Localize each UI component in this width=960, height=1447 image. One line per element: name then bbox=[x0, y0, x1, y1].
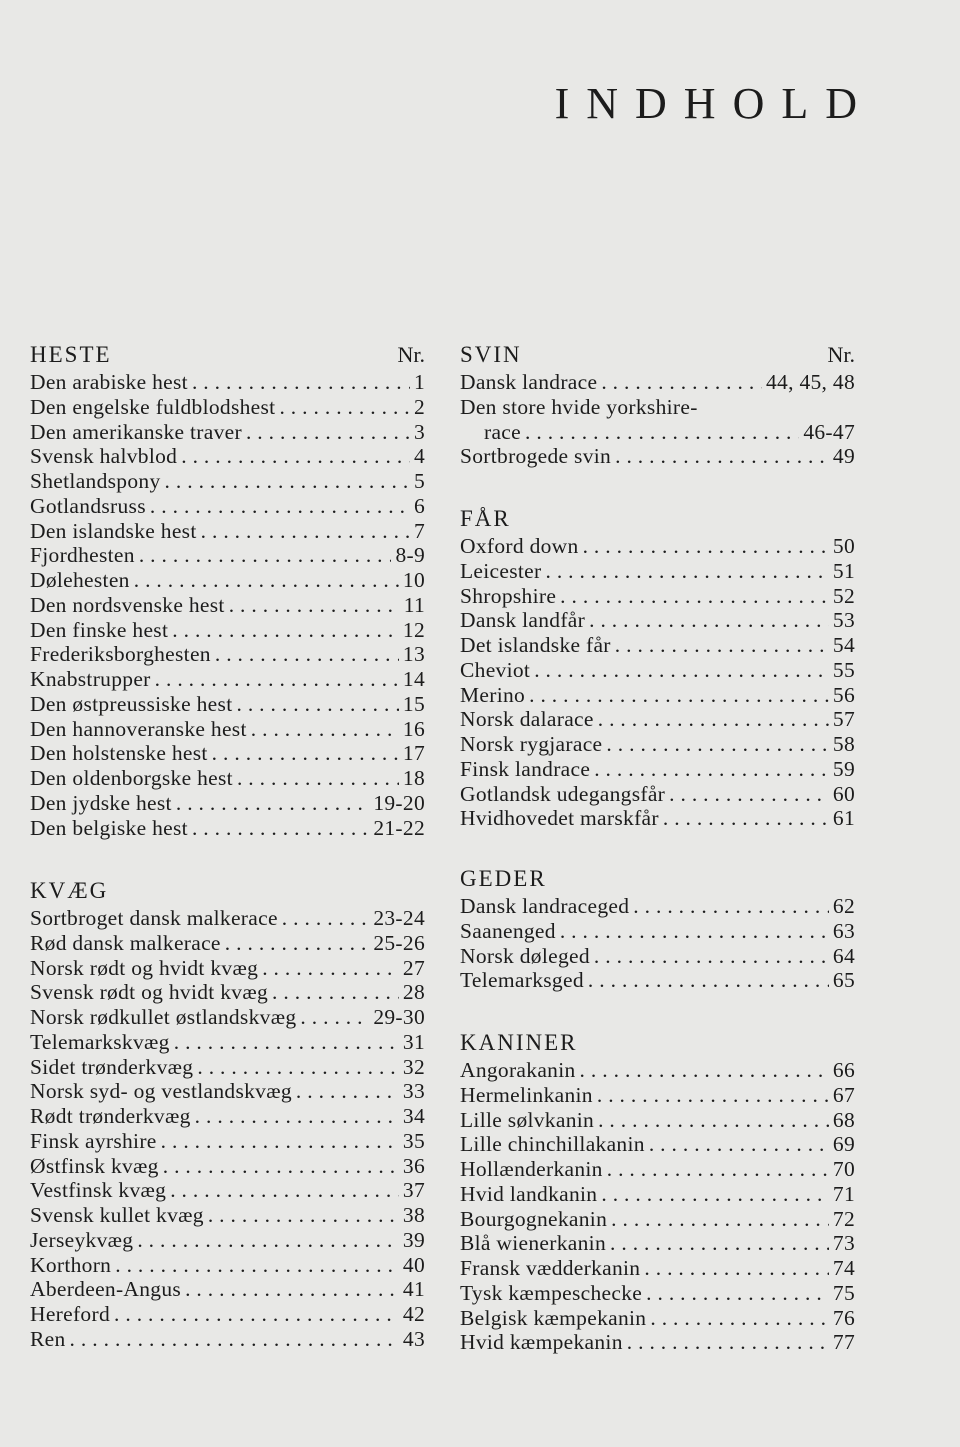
entry-number: 72 bbox=[832, 1206, 855, 1231]
entry-name: Finsk landrace bbox=[460, 756, 591, 781]
toc-entry[interactable] bbox=[460, 1330, 855, 1355]
dot-leader bbox=[212, 741, 399, 766]
dot-leader bbox=[611, 1207, 829, 1232]
toc-entry[interactable] bbox=[460, 1182, 855, 1207]
dot-leader bbox=[155, 667, 399, 692]
toc-entry[interactable] bbox=[460, 1083, 855, 1108]
entry-name: Den arabiske hest bbox=[30, 370, 188, 394]
dot-leader bbox=[607, 1157, 829, 1182]
toc-entry[interactable] bbox=[460, 444, 855, 469]
toc-entry[interactable] bbox=[460, 1207, 855, 1232]
dot-leader bbox=[262, 956, 399, 981]
entry-name: Den jydske hest bbox=[30, 790, 172, 815]
entry-number: 2 bbox=[413, 394, 425, 419]
toc-entry[interactable] bbox=[30, 766, 425, 791]
entry-number: 16 bbox=[402, 716, 425, 741]
entry-number: 69 bbox=[832, 1132, 855, 1157]
entry-number: 66 bbox=[832, 1058, 855, 1082]
toc-entry[interactable] bbox=[30, 395, 425, 420]
toc-entry[interactable] bbox=[460, 608, 855, 633]
entry-name: Norsk dalarace bbox=[460, 707, 594, 732]
entry-name: Den nordsvenske hest bbox=[30, 592, 225, 617]
entry-number: 4 bbox=[413, 444, 425, 469]
dot-leader bbox=[594, 757, 829, 782]
entry-number: 61 bbox=[832, 806, 855, 831]
dot-leader bbox=[115, 1253, 399, 1278]
toc-entry[interactable] bbox=[30, 469, 425, 494]
entry-name: Den oldenborgske hest bbox=[30, 766, 233, 790]
entry-name: Ren bbox=[30, 1326, 66, 1351]
dot-leader bbox=[588, 968, 829, 993]
entry-name: Svensk rødt og hvidt kvæg bbox=[30, 980, 269, 1005]
section-heading bbox=[30, 340, 425, 370]
toc-entry[interactable] bbox=[30, 906, 425, 931]
entry-number: 34 bbox=[402, 1104, 425, 1128]
entry-name: Belgisk kæmpekanin bbox=[460, 1305, 647, 1330]
dot-leader bbox=[644, 1256, 829, 1281]
section-title: GEDER bbox=[460, 866, 547, 891]
entry-number: 41 bbox=[402, 1277, 425, 1302]
dot-leader bbox=[598, 707, 829, 732]
entry-number: 59 bbox=[832, 756, 855, 781]
toc-entry[interactable] bbox=[30, 618, 425, 643]
nr-label: Nr. bbox=[827, 342, 855, 367]
entry-name: Oxford down bbox=[460, 534, 579, 558]
entry-number: 62 bbox=[832, 894, 855, 918]
entry-number: 6 bbox=[413, 493, 425, 518]
entry-number: 67 bbox=[832, 1082, 855, 1107]
entry-number: 10 bbox=[402, 568, 425, 592]
entry-name: Dølehesten bbox=[30, 568, 130, 592]
toc-entry[interactable] bbox=[30, 1079, 425, 1104]
entry-number: 13 bbox=[402, 642, 425, 667]
toc-entry[interactable] bbox=[30, 980, 425, 1005]
entry-number: 71 bbox=[832, 1181, 855, 1206]
dot-leader bbox=[225, 931, 370, 956]
dot-leader bbox=[560, 584, 829, 609]
entry-number: 68 bbox=[832, 1107, 855, 1132]
dot-leader bbox=[560, 919, 829, 944]
section-title: KVÆG bbox=[30, 878, 109, 903]
entry-number: 57 bbox=[832, 707, 855, 732]
dot-leader bbox=[150, 494, 410, 519]
entry-name: Dansk landrace bbox=[460, 370, 598, 394]
entry-name: Det islandske får bbox=[460, 633, 611, 657]
dot-leader bbox=[646, 1281, 829, 1306]
dot-leader bbox=[606, 732, 828, 757]
toc-entry[interactable] bbox=[30, 791, 425, 816]
entry-name: Norsk døleged bbox=[460, 943, 590, 968]
entry-name: Norsk rødkullet østlandskvæg bbox=[30, 1005, 297, 1029]
toc-entry[interactable] bbox=[460, 370, 855, 395]
toc-entry[interactable] bbox=[460, 1132, 855, 1157]
entry-number: 33 bbox=[402, 1079, 425, 1104]
dot-leader bbox=[251, 717, 399, 742]
dot-leader bbox=[176, 791, 369, 816]
entry-number: 25-26 bbox=[373, 930, 425, 955]
toc-entry[interactable] bbox=[30, 642, 425, 667]
toc-entry[interactable] bbox=[30, 931, 425, 956]
toc-entry[interactable] bbox=[460, 1306, 855, 1331]
entry-number: 52 bbox=[832, 583, 855, 608]
dot-leader bbox=[649, 1132, 829, 1157]
section-faar bbox=[460, 504, 855, 831]
dot-leader bbox=[237, 766, 399, 791]
entry-name: Vestfinsk kvæg bbox=[30, 1178, 167, 1203]
entry-number: 40 bbox=[402, 1252, 425, 1277]
toc-entry[interactable] bbox=[460, 584, 855, 609]
entry-name: Bourgognekanin bbox=[460, 1206, 608, 1231]
entry-number: 14 bbox=[402, 667, 425, 691]
entry-number: 3 bbox=[413, 419, 425, 444]
section-heading bbox=[460, 340, 855, 370]
entry-name: Merino bbox=[460, 682, 526, 707]
entry-number: 42 bbox=[402, 1302, 425, 1326]
section-heste bbox=[30, 340, 425, 840]
entry-name: Østfinsk kvæg bbox=[30, 1153, 159, 1178]
entry-name: Den finske hest bbox=[30, 617, 169, 642]
section-kvaeg bbox=[30, 876, 425, 1352]
toc-entry[interactable] bbox=[460, 658, 855, 683]
entry-name: Cheviot bbox=[460, 657, 531, 682]
section-title: SVIN bbox=[460, 342, 522, 367]
entry-number: 11 bbox=[403, 592, 425, 617]
toc-entry[interactable] bbox=[460, 968, 855, 993]
entry-name: Dansk landraceged bbox=[460, 894, 630, 918]
toc-entry[interactable] bbox=[30, 1178, 425, 1203]
dot-leader bbox=[70, 1327, 399, 1352]
dot-leader bbox=[185, 1277, 399, 1302]
toc-entry[interactable] bbox=[460, 1231, 855, 1256]
entry-name: Blå wienerkanin bbox=[460, 1231, 606, 1256]
section-geder bbox=[460, 864, 855, 993]
entry-number: 63 bbox=[832, 918, 855, 943]
toc-entry[interactable] bbox=[460, 1108, 855, 1133]
dot-leader bbox=[170, 1178, 399, 1203]
dot-leader bbox=[583, 534, 829, 559]
entry-name: Leicester bbox=[460, 558, 542, 583]
toc-entry[interactable] bbox=[30, 1327, 425, 1352]
entry-number: 31 bbox=[402, 1029, 425, 1054]
entry-number: 51 bbox=[832, 558, 855, 583]
entry-number: 21-22 bbox=[373, 815, 425, 840]
entry-number: 75 bbox=[832, 1280, 855, 1305]
toc-entry[interactable] bbox=[460, 732, 855, 757]
dot-leader bbox=[246, 420, 410, 445]
dot-leader bbox=[601, 370, 762, 395]
entry-number: 15 bbox=[402, 691, 425, 716]
entry-number: 64 bbox=[832, 943, 855, 968]
dot-leader bbox=[282, 906, 370, 931]
entry-name: Rødt trønderkvæg bbox=[30, 1104, 191, 1128]
section-kaniner bbox=[460, 1028, 855, 1355]
entry-name: Norsk syd- og vestlandskvæg bbox=[30, 1079, 292, 1104]
entry-number: 54 bbox=[832, 633, 855, 657]
toc-entry[interactable] bbox=[30, 956, 425, 981]
entry-name: Hvidhovedet marskfår bbox=[460, 806, 659, 831]
entry-name: Den hannoveranske hest bbox=[30, 716, 247, 741]
toc-entry[interactable] bbox=[30, 420, 425, 445]
entry-name: Hereford bbox=[30, 1302, 110, 1326]
entry-name: Frederiksborghesten bbox=[30, 642, 211, 667]
entry-name: Den østpreussiske hest bbox=[30, 691, 233, 716]
toc-entry[interactable] bbox=[30, 1030, 425, 1055]
dot-leader bbox=[192, 370, 410, 395]
dot-leader bbox=[174, 1030, 399, 1055]
dot-leader bbox=[597, 1083, 829, 1108]
dot-leader bbox=[580, 1058, 829, 1083]
dot-leader bbox=[165, 469, 410, 494]
entry-name: Finsk ayrshire bbox=[30, 1128, 157, 1153]
entry-number: 55 bbox=[832, 657, 855, 682]
dot-leader bbox=[114, 1302, 399, 1327]
entry-name: Knabstrupper bbox=[30, 667, 151, 691]
dot-leader bbox=[601, 1182, 829, 1207]
dot-leader bbox=[172, 618, 399, 643]
entry-number: 60 bbox=[832, 781, 855, 806]
entry-number: 76 bbox=[832, 1305, 855, 1330]
entry-name: Den store hvide yorkshire- bbox=[460, 394, 698, 419]
dot-leader bbox=[545, 559, 828, 584]
section-title: HESTE bbox=[30, 342, 112, 367]
entry-name: Angorakanin bbox=[460, 1058, 576, 1082]
entry-number: 27 bbox=[402, 955, 425, 980]
toc-entry[interactable] bbox=[460, 559, 855, 584]
section-heading bbox=[460, 504, 855, 534]
toc-entry[interactable] bbox=[460, 894, 855, 919]
toc-entry[interactable] bbox=[460, 420, 855, 445]
dot-leader bbox=[192, 816, 369, 841]
toc-entry[interactable] bbox=[30, 741, 425, 766]
toc-entry[interactable] bbox=[460, 782, 855, 807]
toc-entry[interactable] bbox=[460, 683, 855, 708]
entry-name: Den belgiske hest bbox=[30, 815, 188, 840]
entry-number: 12 bbox=[402, 617, 425, 642]
section-heading bbox=[460, 864, 855, 894]
toc-entry[interactable] bbox=[460, 1058, 855, 1083]
section-heading bbox=[460, 1028, 855, 1058]
entry-number: 17 bbox=[402, 741, 425, 766]
entry-number: 50 bbox=[832, 534, 855, 558]
entry-name: Den amerikanske traver bbox=[30, 419, 242, 444]
entry-number: 44, 45, 48 bbox=[766, 370, 855, 394]
toc-entry[interactable] bbox=[30, 543, 425, 568]
entry-number: 56 bbox=[832, 682, 855, 707]
entry-number: 77 bbox=[832, 1330, 855, 1355]
entry-name: Korthorn bbox=[30, 1252, 112, 1277]
dot-leader bbox=[161, 1129, 399, 1154]
entry-name: Sortbroget dansk malkerace bbox=[30, 906, 278, 930]
entry-name: Tysk kæmpeschecke bbox=[460, 1280, 643, 1305]
entry-name: race bbox=[484, 419, 521, 444]
dot-leader bbox=[236, 692, 398, 717]
toc-entry[interactable] bbox=[30, 1129, 425, 1154]
toc-entry[interactable] bbox=[30, 1277, 425, 1302]
entry-name: Hermelinkanin bbox=[460, 1082, 593, 1107]
entry-name: Telemarkskvæg bbox=[30, 1029, 170, 1054]
entry-name: Svensk kullet kvæg bbox=[30, 1203, 204, 1227]
entry-number: 46-47 bbox=[803, 419, 855, 444]
toc-entry[interactable] bbox=[460, 757, 855, 782]
entry-name: Shropshire bbox=[460, 583, 557, 608]
dot-leader bbox=[669, 782, 829, 807]
entry-number: 74 bbox=[832, 1256, 855, 1280]
toc-entry[interactable] bbox=[30, 1154, 425, 1179]
entry-name: Shetlandspony bbox=[30, 469, 161, 493]
entry-number: 8-9 bbox=[395, 543, 425, 568]
entry-name: Fransk vædderkanin bbox=[460, 1256, 641, 1280]
section-svin bbox=[460, 340, 855, 469]
entry-name: Saanenged bbox=[460, 918, 556, 943]
toc-entry[interactable] bbox=[30, 1302, 425, 1327]
dot-leader bbox=[137, 1228, 399, 1253]
entry-name: Hvid landkanin bbox=[460, 1181, 598, 1206]
toc-entry[interactable] bbox=[30, 1055, 425, 1080]
toc-entry[interactable] bbox=[460, 707, 855, 732]
dot-leader bbox=[195, 1104, 399, 1129]
section-heading bbox=[30, 876, 425, 906]
entry-name: Sidet trønderkvæg bbox=[30, 1054, 194, 1079]
entry-number: 5 bbox=[413, 469, 425, 493]
entry-number: 18 bbox=[402, 766, 425, 790]
toc-entry[interactable] bbox=[460, 1256, 855, 1281]
toc-entry[interactable] bbox=[30, 1228, 425, 1253]
dot-leader bbox=[594, 944, 829, 969]
entry-number: 53 bbox=[832, 608, 855, 633]
dot-leader bbox=[615, 633, 829, 658]
dot-leader bbox=[300, 1005, 369, 1030]
dot-leader bbox=[529, 683, 829, 708]
entry-number: 38 bbox=[402, 1203, 425, 1227]
entry-name: Dansk landfår bbox=[460, 608, 586, 633]
entry-number: 73 bbox=[832, 1231, 855, 1256]
entry-name: Telemarksged bbox=[460, 968, 584, 993]
entry-number: 49 bbox=[832, 444, 855, 469]
entry-name: Svensk halvblod bbox=[30, 444, 178, 469]
entry-number: 1 bbox=[413, 370, 425, 394]
toc-entry[interactable] bbox=[30, 593, 425, 618]
toc-entry[interactable] bbox=[30, 1104, 425, 1129]
entry-number: 36 bbox=[402, 1153, 425, 1178]
dot-leader bbox=[633, 894, 829, 919]
toc-entry[interactable] bbox=[460, 633, 855, 658]
toc-entry[interactable] bbox=[30, 494, 425, 519]
dot-leader bbox=[181, 444, 410, 469]
toc-entry[interactable] bbox=[30, 667, 425, 692]
dot-leader bbox=[139, 543, 392, 568]
entry-name: Den engelske fuldblodshest bbox=[30, 394, 276, 419]
dot-leader bbox=[296, 1079, 399, 1104]
entry-name: Gotlandsruss bbox=[30, 493, 146, 518]
toc-entry[interactable] bbox=[30, 519, 425, 544]
toc-entry[interactable] bbox=[460, 806, 855, 831]
dot-leader bbox=[598, 1108, 829, 1133]
toc-entry[interactable] bbox=[460, 395, 855, 420]
dot-leader bbox=[610, 1231, 829, 1256]
entry-name: Rød dansk malkerace bbox=[30, 930, 221, 955]
dot-leader bbox=[272, 980, 399, 1005]
entry-name: Sortbrogede svin bbox=[460, 444, 612, 469]
entry-number: 19-20 bbox=[373, 790, 425, 815]
entry-number: 28 bbox=[402, 980, 425, 1005]
dot-leader bbox=[534, 658, 829, 683]
entry-number: 70 bbox=[832, 1157, 855, 1181]
entry-name: Fjordhesten bbox=[30, 543, 135, 568]
dot-leader bbox=[279, 395, 409, 420]
entry-number: 43 bbox=[402, 1326, 425, 1351]
page-title: INDHOLD bbox=[554, 79, 874, 128]
dot-leader bbox=[663, 806, 829, 831]
toc-entry[interactable] bbox=[30, 717, 425, 742]
dot-leader bbox=[201, 519, 410, 544]
toc-entry[interactable] bbox=[30, 816, 425, 841]
dot-leader bbox=[197, 1055, 399, 1080]
dot-leader bbox=[229, 593, 400, 618]
entry-name: Gotlandsk udegangsfår bbox=[460, 781, 666, 806]
toc-entry[interactable] bbox=[30, 568, 425, 593]
entry-name: Lille chinchillakanin bbox=[460, 1132, 645, 1157]
dot-leader bbox=[215, 642, 399, 667]
entry-number: 37 bbox=[402, 1178, 425, 1203]
dot-leader bbox=[525, 420, 799, 445]
toc-entry[interactable] bbox=[30, 1005, 425, 1030]
entry-number: 29-30 bbox=[373, 1005, 425, 1029]
entry-name: Hvid kæmpekanin bbox=[460, 1330, 623, 1355]
entry-name: Den holstenske hest bbox=[30, 741, 208, 766]
entry-name: Jerseykvæg bbox=[30, 1227, 134, 1252]
toc-entry[interactable] bbox=[30, 444, 425, 469]
entry-number: 32 bbox=[402, 1054, 425, 1079]
toc-entry[interactable] bbox=[460, 534, 855, 559]
entry-name: Lille sølvkanin bbox=[460, 1107, 595, 1132]
entry-number: 23-24 bbox=[373, 906, 425, 930]
dot-leader bbox=[134, 568, 399, 593]
dot-leader bbox=[163, 1154, 399, 1179]
entry-name: Den islandske hest bbox=[30, 518, 197, 543]
section-title: FÅR bbox=[460, 506, 511, 531]
nr-label: Nr. bbox=[397, 342, 425, 367]
toc-entry[interactable] bbox=[460, 1281, 855, 1306]
entry-number: 35 bbox=[402, 1128, 425, 1153]
entry-name: Norsk rygjarace bbox=[460, 732, 603, 756]
toc-entry[interactable] bbox=[460, 944, 855, 969]
entry-name: Hollænderkanin bbox=[460, 1157, 603, 1181]
toc-entry[interactable] bbox=[30, 370, 425, 395]
entry-number: 58 bbox=[832, 732, 855, 756]
toc-entry[interactable] bbox=[460, 919, 855, 944]
toc-entry[interactable] bbox=[30, 1203, 425, 1228]
entry-number: 7 bbox=[413, 518, 425, 543]
toc-entry[interactable] bbox=[460, 1157, 855, 1182]
dot-leader bbox=[208, 1203, 399, 1228]
dot-leader bbox=[589, 608, 829, 633]
section-title: KANINER bbox=[460, 1030, 578, 1055]
entry-name: Aberdeen-Angus bbox=[30, 1277, 182, 1302]
dot-leader bbox=[650, 1306, 829, 1331]
entry-number: 39 bbox=[402, 1227, 425, 1252]
toc-entry[interactable] bbox=[30, 692, 425, 717]
dot-leader bbox=[615, 444, 829, 469]
entry-name: Norsk rødt og hvidt kvæg bbox=[30, 955, 259, 980]
dot-leader bbox=[627, 1330, 829, 1355]
toc-entry[interactable] bbox=[30, 1253, 425, 1278]
entry-number: 65 bbox=[832, 968, 855, 993]
